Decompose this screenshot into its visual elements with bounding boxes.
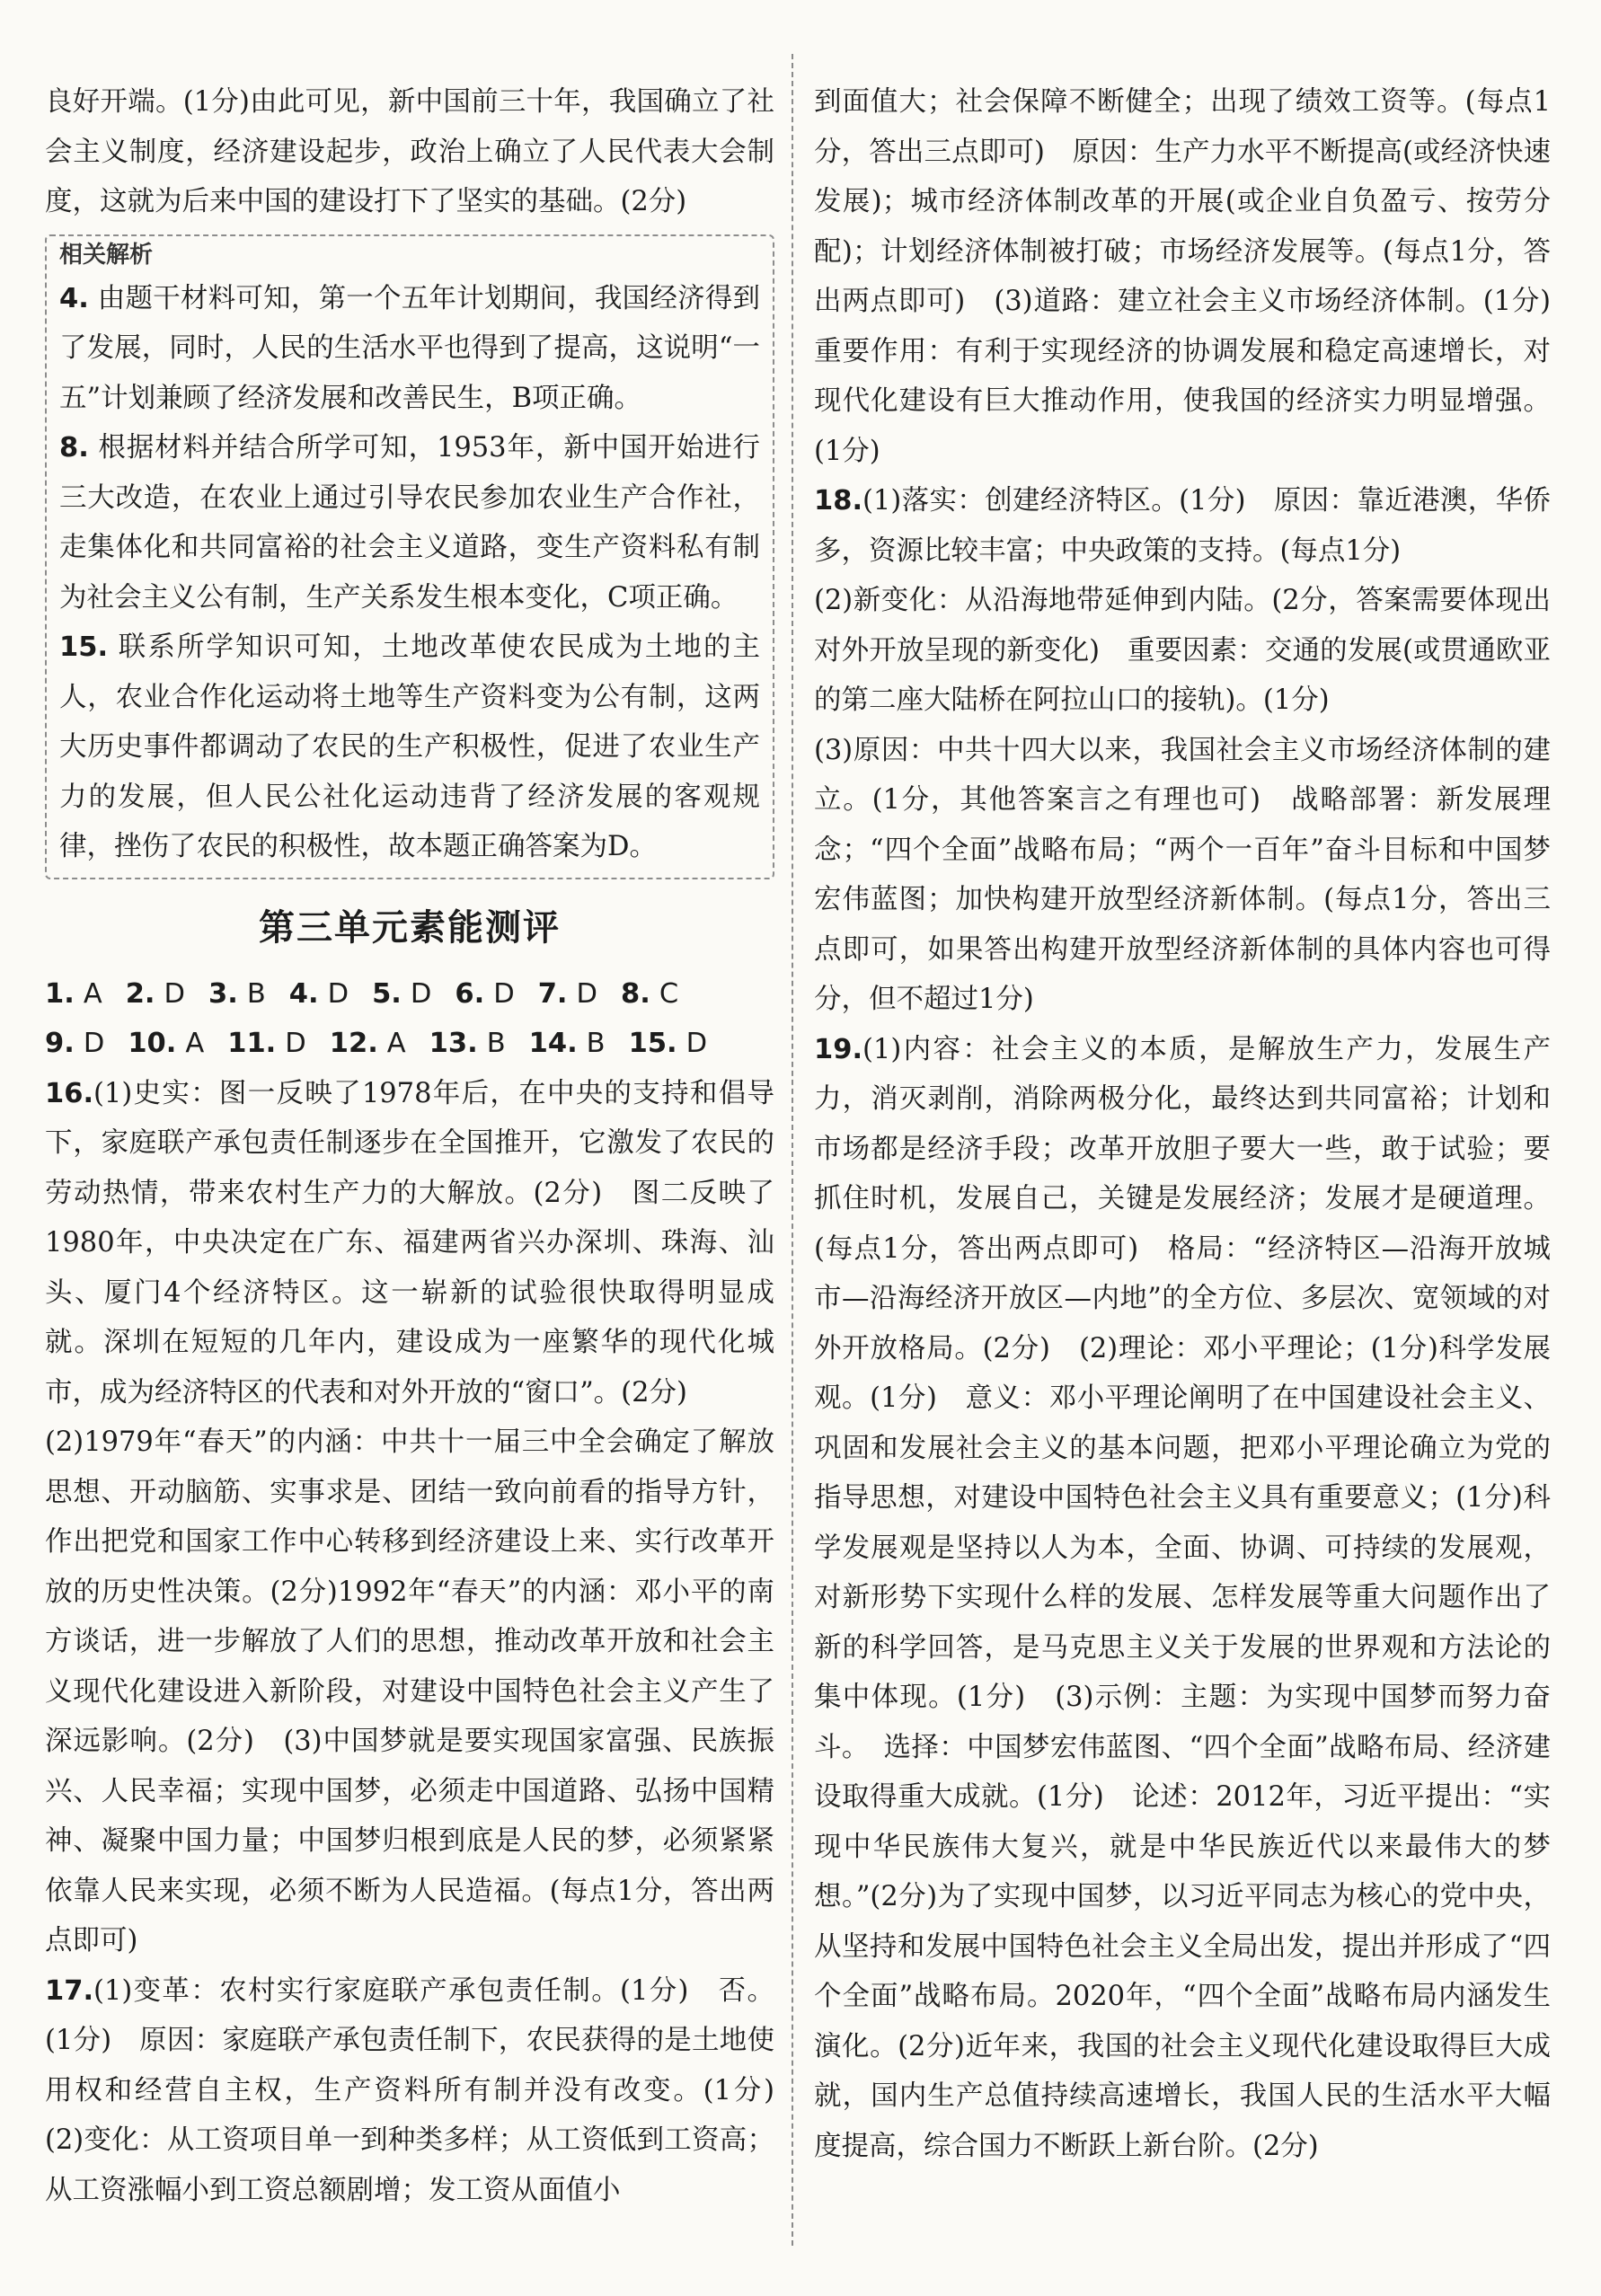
question-number: 19. [814,1033,863,1065]
mc-number: 8. [621,977,650,1010]
mc-number: 13. [429,1028,478,1059]
mc-answer [455,969,514,1020]
mc-answer [45,1019,104,1069]
right-column [814,77,1579,2171]
mc-number: 12. [329,1028,378,1059]
question-16-part-2: (2)1979年“春天”的内涵：中共十一届三中全会确定了解放思想、开动脑筋、实事求是、团结一致向前看的指导方针，作出把党和国家工作中心转移到经济建设上来、实行改革开放的历史性决策。(2分)1992年“春天”的内涵：邓小平的南方谈话，进一步解放了人们的思想，推动改革开放和社会主义现代化建设进入新阶段，对建设中国特色社会主义产生了深远影响。(2分) (3)中国梦就是要实现国家富强、民族振兴、人民幸福；实现中国梦，必须走中国道路、弘扬中国精神、凝聚中国力量；中国梦归根到底是人民的梦，必须紧紧依靠人民来实现，必须不断为人民造福。(每点1分，答出两点即可) [45,1426,774,1956]
question-number: 16. [45,1077,94,1109]
mc-number: 11. [227,1028,277,1059]
question-19 [814,1025,1551,2172]
mc-answer-row [45,969,774,1020]
question-18 [814,476,1551,576]
mc-answer [45,969,102,1020]
mc-number: 4. [288,977,319,1010]
column-divider [792,54,793,2246]
intro-paragraph: 良好开端。(1分)由此可见，新中国前三十年，我国确立了社会主义制度，经济建设起步，政治上确立了人民代表大会制度，这就为后来中国的建设打下了坚实的基础。(2分) [45,86,774,217]
analysis-item-text: 联系所学知识可知，土地改革使农民成为土地的主人，农业合作化运动将土地等生产资料变为公有制，这两大历史事件都调动了农民的生产积极性，促进了农业生产力的发展，但人民公社化运动违背了经济发展的客观规律，挫伤了农民的积极性，故本题正确答案为D。 [59,631,761,862]
related-analysis-box [45,234,774,879]
answer-text: (1)变革：农村实行家庭联产承包责任制。(1分) 否。(1分) 原因：家庭联产承包责任制下，农民获得的是土地使用权和经营自主权，生产资料所有制并没有改变。(1分) (2)变化：从工资项目单一到种类多样；从工资低到工资高；从工资涨幅小到工资总额剧增；发工资从面值小 [45,1974,802,2206]
analysis-item-text: 由题干材料可知，第一个五年计划期间，我国经济得到了发展，同时，人民的生活水平也得到了提高，这说明“一五”计划兼顾了经济发展和改善民生，B项正确。 [59,282,761,414]
mc-answer [538,969,597,1020]
analysis-title: 相关解析 [59,241,154,269]
mc-choice: B [586,1028,606,1059]
question-17-continued: 到面值大；社会保障不断健全；出现了绩效工资等。(每点1分，答出三点即可) 原因：生产力水平不断提高(或经济快速发展)；城市经济体制改革的开展(或企业自负盈亏、按劳分配)；计划经济体制被打破；市场经济发展等。(每点1分，答出两点即可) (3)道路：建立社会主义市场经济体制。(1分) 重要作用：有利于实现经济的协调发展和稳定高速增长，对现代化建设有巨大推动作用，使我国的经济实力明显增强。(1分) [814,86,1579,467]
mc-answer [208,969,266,1020]
mc-choice: D [576,977,597,1010]
mc-number: 3. [208,977,238,1010]
mc-choice: A [185,1028,205,1059]
mc-choice: D [686,1028,708,1059]
mc-number: 9. [45,1028,75,1059]
mc-answer [529,1019,606,1069]
mc-choice: A [83,977,102,1010]
mc-number: 10. [128,1028,177,1059]
mc-number: 1. [45,977,75,1010]
analysis-item-text: 根据材料并结合所学可知，1953年，新中国开始进行三大改造，在农业上通过引导农民参加农业生产合作社，走集体化和共同富裕的社会主义道路，变生产资料私有制为社会主义公有制，生产关系发生根本变化，C项正确。 [59,432,760,614]
mc-number: 7. [537,977,568,1010]
mc-number: 5. [372,977,402,1010]
answer-text: (1)内容：社会主义的本质，是解放生产力，发展生产力，消灭剥削，消除两极分化，最终达到共同富裕；计划和市场都是经济手段；改革开放胆子要大一些，敢于试验；要抓住时机，发展自己，关键是发展经济；发展才是硬道理。(每点1分，答出两点即可) 格局：“经济特区—沿海开放城市—沿海经济开放区—内地”的全方位、多层次、宽领域的对外开放格局。(2分) (2)理论：邓小平理论；(1分)科学发展观。(1分) 意义：邓小平理论阐明了在中国建设社会主义、巩固和发展社会主义的基本问题，把邓小平理论确立为党的指导思想，对建设中国特色社会主义具有重要意义；(1分)科学发展观是坚持以人为本，全面、协调、可持续的发展观，对新形势下实现什么样的发展、怎样发展等重大问题作出了新的科学回答，是马克思主义关于发展的世界观和方法论的集中体现。(1分) (3)示例：主题：为实现中国梦而努力奋斗。 选择：中国梦宏伟蓝图、“四个全面”战略布局、经济建设取得重大成就。(1分) 论述：2012年，习近平提出：“实现中华民族伟大复兴，就是中华民族近代以来最伟大的梦想。”(2分)为了实现中国梦，以习近平同志为核心的党中央，从坚持和发展中国特色社会主义全局出发，提出并形成了“四个全面”战略布局。2020年，“四个全面”战略布局内涵发生演化。(2分)近年来，我国的社会主义现代化建设取得巨大成就，国内生产总值持续高速增长，我国人民的生活水平大幅度提高，综合国力不断跃上新台阶。(2分) [814,1033,1551,2162]
mc-answer [126,969,185,1020]
mc-answer [621,969,678,1020]
question-number: 18. [814,485,863,517]
question-18-part-2: (2)新变化：从沿海地带延伸到内陆。(2分，答案需要体现出对外开放呈现的新变化) 重要因素：交通的发展(或贯通欧亚的第二座大陆桥在阿拉山口的接轨)。(1分) [814,585,1551,716]
analysis-item [59,623,760,872]
mc-choice: D [164,977,185,1010]
question-16 [45,1069,774,1418]
mc-choice: B [246,977,266,1010]
analysis-item-number: 8. [59,432,89,464]
mc-answer [429,1019,506,1069]
mc-choice: D [493,977,515,1010]
mc-choice: B [486,1028,506,1059]
mc-number: 15. [628,1028,677,1059]
analysis-item [59,423,760,623]
mc-choice: A [386,1028,406,1059]
unit-title: 第三单元素能测评 [259,906,561,949]
mc-answer [128,1019,204,1069]
analysis-item [59,274,760,424]
mc-choice: D [285,1028,306,1059]
question-17 [45,1966,802,2216]
analysis-item-number: 15. [59,631,109,663]
mc-answer [227,1019,306,1069]
answer-text: (1)史实：图一反映了1978年后，在中央的支持和倡导下，家庭联产承包责任制逐步在全国推开，它激发了农民的劳动热情，带来农村生产力的大解放。(2分) 图二反映了1980年，中央决定在广东、福建两省兴办深圳、珠海、汕头、厦门4个经济特区。这一崭新的试验很快取得明显成就。深圳在短短的几年内，建设成为一座繁华的现代化城市，成为经济特区的代表和对外开放的“窗口”。(2分) [45,1077,774,1409]
mc-answer [629,1019,708,1069]
mc-choice: D [410,977,432,1010]
mc-answer [372,969,431,1020]
analysis-item-number: 4. [59,282,89,314]
mc-choice: D [327,977,349,1010]
mc-choice: D [83,1028,105,1059]
answer-text: (1)落实：创建经济特区。(1分) 原因：靠近港澳，华侨多，资源比较丰富；中央政策的支持。(每点1分) [814,485,1551,567]
question-number: 17. [45,1974,94,2007]
mc-number: 2. [125,977,155,1010]
mc-answer [330,1019,406,1069]
mc-answer [289,969,349,1020]
question-18-part-3: (3)原因：中共十四大以来，我国社会主义市场经济体制的建立。(1分，其他答案言之有理也可) 战略部署：新发展理念；“四个全面”战略布局；“两个一百年”奋斗目标和中国梦宏伟蓝图；加快构建开放型经济新体制。(每点1分，答出三点即可，如果答出构建开放型经济新体制的具体内容也可得分，但不超过1分) [814,734,1551,1015]
left-column [45,77,802,2215]
mc-number: 14. [528,1028,578,1059]
mc-number: 6. [455,977,485,1010]
mc-answer-row [45,1019,774,1069]
mc-choice: C [659,977,679,1010]
